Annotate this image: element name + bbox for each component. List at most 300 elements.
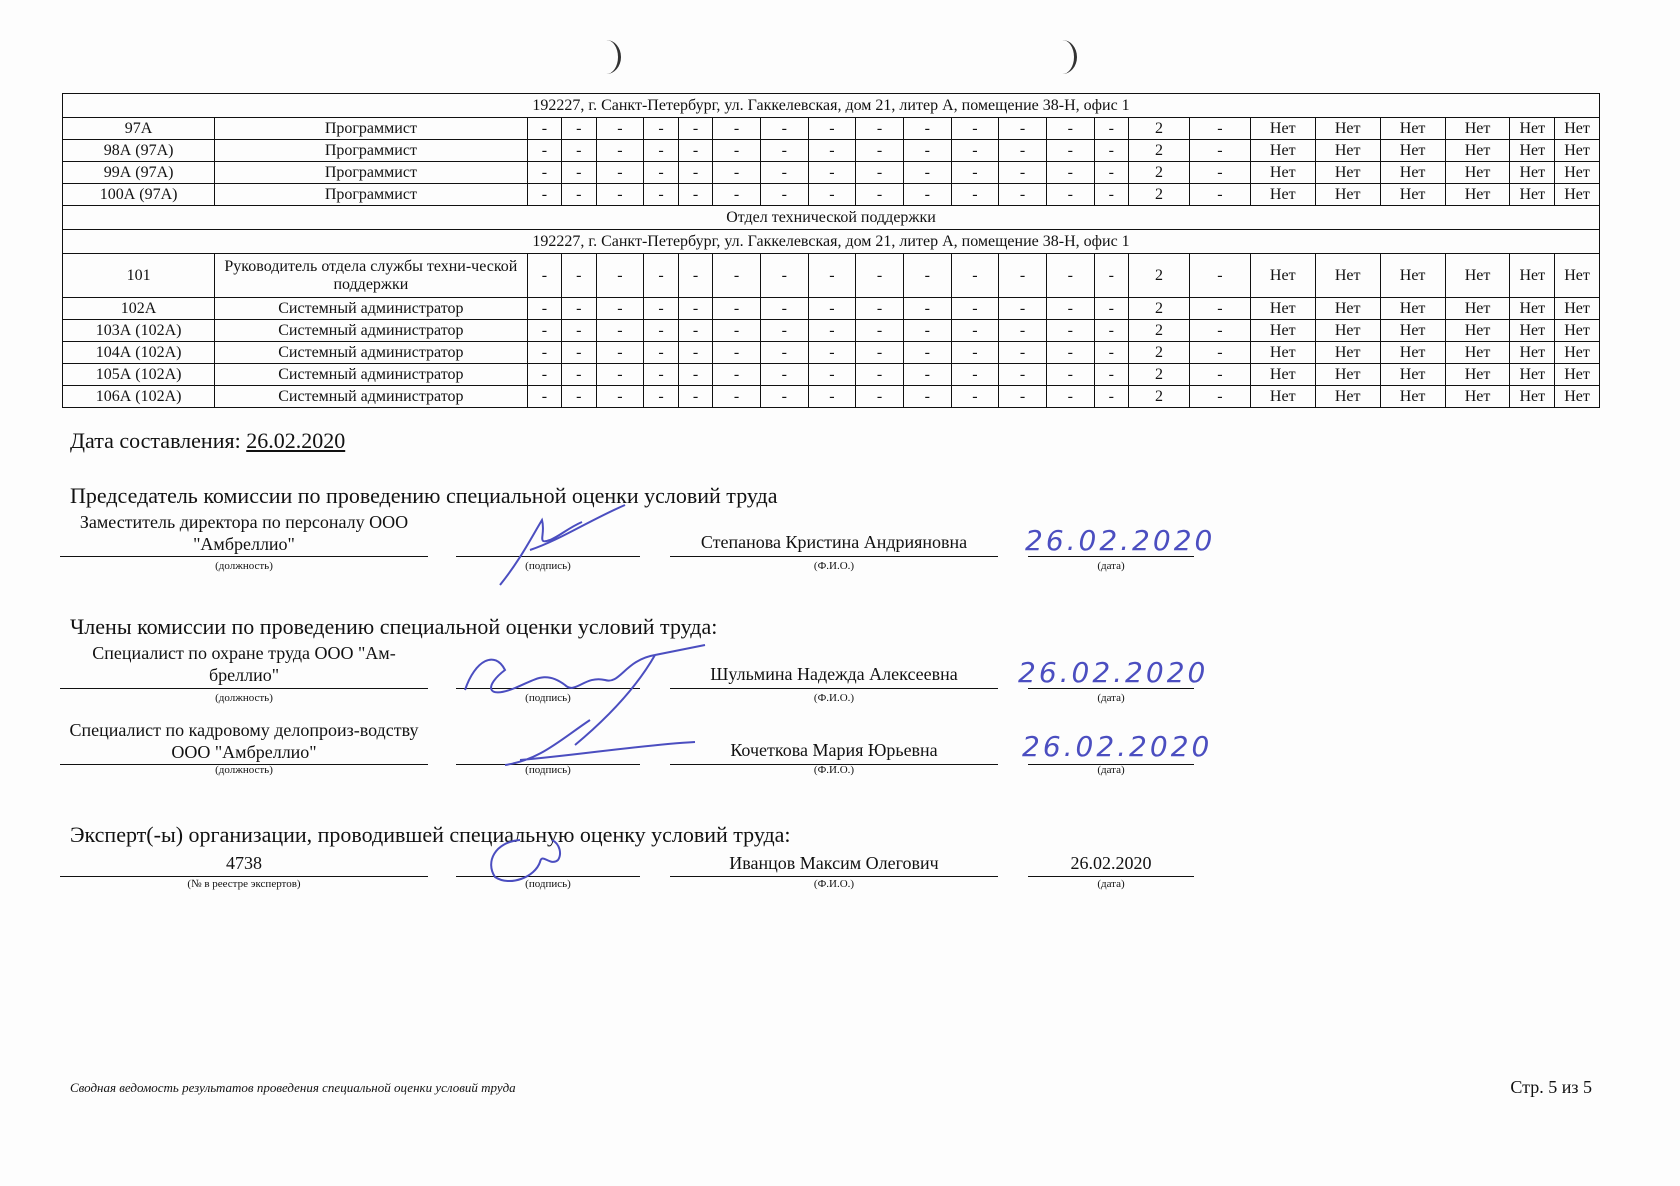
table-cell: - <box>903 320 951 342</box>
table-cell: - <box>596 342 644 364</box>
table-cell: - <box>856 320 904 342</box>
table-cell: - <box>760 364 808 386</box>
table-cell: - <box>644 386 678 408</box>
table-cell: - <box>527 118 561 140</box>
fio-caption: (Ф.И.О.) <box>813 764 855 776</box>
table-cell: - <box>808 184 856 206</box>
table-cell: Нет <box>1555 386 1600 408</box>
table-cell: - <box>562 118 596 140</box>
table-cell: - <box>713 184 761 206</box>
table-cell: Нет <box>1555 320 1600 342</box>
table-cell: Нет <box>1510 320 1555 342</box>
table-cell: - <box>713 386 761 408</box>
fio-caption: (Ф.И.О.) <box>813 878 855 890</box>
table-cell: Нет <box>1555 140 1600 162</box>
signature-caption: (подпись) <box>525 764 571 776</box>
table-cell: - <box>951 342 999 364</box>
table-cell: Нет <box>1380 320 1445 342</box>
table-cell: - <box>903 162 951 184</box>
table-cell: - <box>1094 118 1128 140</box>
table-cell: - <box>808 342 856 364</box>
table-cell: - <box>678 162 712 184</box>
table-cell: - <box>1189 118 1250 140</box>
member-1-name: Шульмина Надежда Алексеевна <box>710 664 958 684</box>
table-cell: - <box>856 254 904 298</box>
table-cell: 2 <box>1129 364 1190 386</box>
table-cell: Нет <box>1315 364 1380 386</box>
signature-caption: (подпись) <box>525 692 571 704</box>
signature-caption: (подпись) <box>525 560 571 572</box>
table-cell: - <box>760 386 808 408</box>
table-cell: - <box>999 140 1047 162</box>
table-cell: Нет <box>1250 118 1315 140</box>
table-cell: - <box>951 386 999 408</box>
table-cell: - <box>760 118 808 140</box>
chairman-heading: Председатель комиссии по проведению специальной оценки условий труда <box>70 483 778 508</box>
table-cell: - <box>903 364 951 386</box>
table-cell: - <box>903 254 951 298</box>
table-cell: Нет <box>1380 162 1445 184</box>
table-cell: Нет <box>1380 254 1445 298</box>
compiled-date-label: Дата составления: <box>70 428 241 453</box>
chairman-signature <box>490 500 640 590</box>
table-cell: Нет <box>1380 342 1445 364</box>
table-cell: - <box>999 386 1047 408</box>
table-cell: - <box>1046 298 1094 320</box>
job-title: Программист <box>215 162 527 184</box>
fio-line <box>670 688 998 689</box>
table-cell: - <box>1094 342 1128 364</box>
table-cell: - <box>562 298 596 320</box>
expert-heading: Эксперт(-ы) организации, проводившей специальную оценку условий труда: <box>70 822 791 847</box>
table-cell: - <box>808 254 856 298</box>
table-cell: - <box>562 386 596 408</box>
table-cell: Нет <box>1555 162 1600 184</box>
table-cell: - <box>1094 162 1128 184</box>
table-cell: 2 <box>1129 386 1190 408</box>
table-cell: - <box>903 342 951 364</box>
address-row: 192227, г. Санкт-Петербург, ул. Гаккелевская, дом 21, литер А, помещение 38-Н, офис 1 <box>63 230 1600 254</box>
table-cell: Нет <box>1250 162 1315 184</box>
table-cell: - <box>1046 140 1094 162</box>
department-row: Отдел технической поддержки <box>63 206 1600 230</box>
table-cell: Нет <box>1510 386 1555 408</box>
job-title: Программист <box>215 140 527 162</box>
table-cell: - <box>713 298 761 320</box>
table-cell: - <box>596 254 644 298</box>
binder-hole-mark <box>592 40 621 74</box>
table-row <box>63 364 1600 386</box>
date-line <box>1028 688 1194 689</box>
table-cell: - <box>1046 386 1094 408</box>
fio-caption: (Ф.И.О.) <box>813 692 855 704</box>
table-cell: Нет <box>1445 162 1510 184</box>
workplace-number: 102А <box>63 298 215 320</box>
table-cell: - <box>1094 184 1128 206</box>
table-cell: - <box>760 254 808 298</box>
table-cell: - <box>596 386 644 408</box>
table-cell: Нет <box>1380 118 1445 140</box>
compiled-date <box>70 428 345 454</box>
table-cell: - <box>808 298 856 320</box>
member-1-position: Специалист по охране труда ООО "Ам-бреллио" <box>92 643 396 685</box>
table-cell: - <box>678 342 712 364</box>
table-cell: - <box>644 320 678 342</box>
table-cell: - <box>562 184 596 206</box>
table-cell: - <box>951 140 999 162</box>
table-cell: - <box>760 320 808 342</box>
table-cell: Нет <box>1445 320 1510 342</box>
table-cell: Нет <box>1445 364 1510 386</box>
table-cell: - <box>1189 342 1250 364</box>
table-cell: Нет <box>1250 140 1315 162</box>
table-cell: - <box>527 320 561 342</box>
table-cell: - <box>999 342 1047 364</box>
table-cell: Нет <box>1315 320 1380 342</box>
table-cell: - <box>1094 140 1128 162</box>
table-cell: - <box>951 184 999 206</box>
table-cell: - <box>527 298 561 320</box>
table-cell: - <box>644 140 678 162</box>
table-cell: Нет <box>1250 254 1315 298</box>
table-cell: 2 <box>1129 162 1190 184</box>
table-cell: - <box>596 184 644 206</box>
workplace-number: 99А (97А) <box>63 162 215 184</box>
members-heading: Члены комиссии по проведению специальной оценки условий труда: <box>70 614 718 639</box>
table-row <box>63 254 1600 298</box>
table-cell: - <box>1189 298 1250 320</box>
member-1-handwritten-date: 26.02.2020 <box>1018 656 1209 689</box>
table-cell: Нет <box>1555 342 1600 364</box>
table-cell: Нет <box>1380 364 1445 386</box>
table-cell: Нет <box>1510 140 1555 162</box>
table-cell: Нет <box>1380 386 1445 408</box>
member-2-position: Специалист по кадровому делопроиз-водству ООО "Амбреллио" <box>69 720 419 762</box>
table-cell: - <box>596 364 644 386</box>
table-cell: Нет <box>1510 162 1555 184</box>
date-line <box>1028 556 1194 557</box>
workplace-number: 98А (97А) <box>63 140 215 162</box>
workplace-number: 100А (97А) <box>63 184 215 206</box>
table-cell: Нет <box>1380 298 1445 320</box>
table-cell: Нет <box>1315 298 1380 320</box>
table-cell: - <box>760 298 808 320</box>
table-cell: - <box>562 140 596 162</box>
date-caption: (дата) <box>1097 692 1125 704</box>
table-cell: - <box>713 162 761 184</box>
table-cell: - <box>856 140 904 162</box>
registry-line <box>60 876 428 877</box>
table-cell: - <box>951 298 999 320</box>
table-cell: - <box>808 386 856 408</box>
table-cell: 2 <box>1129 342 1190 364</box>
job-title: Системный администратор <box>215 386 527 408</box>
table-cell: - <box>1046 320 1094 342</box>
table-cell: - <box>760 140 808 162</box>
table-cell: - <box>678 386 712 408</box>
table-cell: Нет <box>1555 298 1600 320</box>
table-cell: Нет <box>1380 184 1445 206</box>
table-row <box>63 386 1600 408</box>
table-cell: - <box>644 254 678 298</box>
table-cell: - <box>808 320 856 342</box>
table-cell: - <box>713 254 761 298</box>
date-caption: (дата) <box>1097 878 1125 890</box>
table-cell: - <box>1046 118 1094 140</box>
job-title: Системный администратор <box>215 364 527 386</box>
expert-date: 26.02.2020 <box>1070 853 1152 873</box>
table-cell: - <box>999 118 1047 140</box>
table-cell: Нет <box>1510 254 1555 298</box>
compiled-date-value: 26.02.2020 <box>246 428 346 453</box>
table-cell: - <box>713 342 761 364</box>
table-cell: - <box>903 298 951 320</box>
table-row <box>63 184 1600 206</box>
table-cell: - <box>1046 162 1094 184</box>
table-cell: - <box>562 342 596 364</box>
table-cell: Нет <box>1445 254 1510 298</box>
table-cell: - <box>527 162 561 184</box>
table-cell: Нет <box>1380 140 1445 162</box>
chairman-position: Заместитель директора по персоналу ООО "Амбреллио" <box>79 512 409 554</box>
table-cell: - <box>856 364 904 386</box>
expert-signature <box>480 832 580 888</box>
table-cell: 2 <box>1129 254 1190 298</box>
table-cell: - <box>562 254 596 298</box>
table-cell: Нет <box>1445 184 1510 206</box>
table-cell: - <box>644 118 678 140</box>
table-cell: - <box>1189 364 1250 386</box>
table-cell: - <box>999 298 1047 320</box>
page-number: Стр. 5 из 5 <box>1510 1077 1592 1097</box>
table-cell: - <box>903 386 951 408</box>
member-2-name: Кочеткова Мария Юрьевна <box>730 740 938 760</box>
table-cell: Нет <box>1555 364 1600 386</box>
table-cell: Нет <box>1315 140 1380 162</box>
table-cell: - <box>951 162 999 184</box>
job-title: Системный администратор <box>215 298 527 320</box>
table-cell: - <box>999 320 1047 342</box>
table-cell: - <box>808 162 856 184</box>
table-cell: 2 <box>1129 184 1190 206</box>
table-cell: 2 <box>1129 320 1190 342</box>
table-cell: - <box>678 184 712 206</box>
registry-caption: (№ в реестре экспертов) <box>187 878 301 890</box>
table-cell: Нет <box>1555 254 1600 298</box>
table-cell: - <box>527 140 561 162</box>
table-cell: - <box>903 140 951 162</box>
table-cell: - <box>856 298 904 320</box>
table-cell: - <box>678 118 712 140</box>
table-cell: Нет <box>1445 298 1510 320</box>
table-cell: - <box>951 118 999 140</box>
table-cell: - <box>527 184 561 206</box>
table-cell: - <box>1094 386 1128 408</box>
workplace-number: 105А (102А) <box>63 364 215 386</box>
table-cell: - <box>760 342 808 364</box>
table-cell: - <box>1189 386 1250 408</box>
table-cell: - <box>596 320 644 342</box>
table-cell: - <box>856 118 904 140</box>
fio-line <box>670 876 998 877</box>
job-title: Программист <box>215 118 527 140</box>
table-cell: Нет <box>1315 254 1380 298</box>
table-cell: - <box>1189 254 1250 298</box>
job-title: Руководитель отдела службы техни-ческой поддержки <box>215 254 527 298</box>
table-cell: - <box>713 140 761 162</box>
table-row <box>63 140 1600 162</box>
table-cell: Нет <box>1510 184 1555 206</box>
workplace-number: 103А (102А) <box>63 320 215 342</box>
table-cell: - <box>713 320 761 342</box>
workplace-number: 101 <box>63 254 215 298</box>
table-cell: - <box>951 320 999 342</box>
table-cell: - <box>527 254 561 298</box>
workplace-number: 104А (102А) <box>63 342 215 364</box>
position-line <box>60 688 428 689</box>
sout-results-table <box>62 93 1600 408</box>
table-cell: - <box>856 342 904 364</box>
table-cell: - <box>596 140 644 162</box>
table-cell: - <box>999 254 1047 298</box>
table-cell: - <box>856 386 904 408</box>
table-cell: - <box>562 320 596 342</box>
chairman-handwritten-date: 26.02.2020 <box>1025 524 1216 557</box>
table-cell: Нет <box>1250 364 1315 386</box>
table-cell: - <box>527 364 561 386</box>
position-caption: (должность) <box>215 764 273 776</box>
table-cell: Нет <box>1315 342 1380 364</box>
binder-hole-mark <box>1048 40 1077 74</box>
table-cell: - <box>1189 140 1250 162</box>
table-cell: Нет <box>1315 184 1380 206</box>
table-cell: Нет <box>1250 298 1315 320</box>
table-cell: - <box>678 320 712 342</box>
table-cell: - <box>856 184 904 206</box>
address-row: 192227, г. Санкт-Петербург, ул. Гаккелевская, дом 21, литер А, помещение 38-Н, офис 1 <box>63 94 1600 118</box>
table-cell: Нет <box>1250 184 1315 206</box>
table-cell: - <box>951 254 999 298</box>
table-cell: 2 <box>1129 298 1190 320</box>
fio-caption: (Ф.И.О.) <box>813 560 855 572</box>
workplace-number: 97А <box>63 118 215 140</box>
table-cell: - <box>1094 320 1128 342</box>
table-cell: - <box>999 364 1047 386</box>
position-caption: (должность) <box>215 560 273 572</box>
table-cell: - <box>527 342 561 364</box>
table-cell: Нет <box>1510 342 1555 364</box>
table-cell: - <box>1189 184 1250 206</box>
table-cell: - <box>644 184 678 206</box>
position-caption: (должность) <box>215 692 273 704</box>
table-row <box>63 162 1600 184</box>
table-cell: - <box>713 118 761 140</box>
table-cell: - <box>713 364 761 386</box>
table-cell: Нет <box>1555 184 1600 206</box>
signature-caption: (подпись) <box>525 878 571 890</box>
chairman-name: Степанова Кристина Андрияновна <box>700 532 968 552</box>
table-cell: Нет <box>1445 118 1510 140</box>
table-cell: - <box>760 184 808 206</box>
table-cell: - <box>678 254 712 298</box>
table-cell: - <box>596 162 644 184</box>
table-cell: - <box>999 184 1047 206</box>
table-cell: Нет <box>1315 386 1380 408</box>
table-cell: Нет <box>1510 298 1555 320</box>
table-cell: - <box>596 118 644 140</box>
table-row <box>63 118 1600 140</box>
expert-name: Иванцов Максим Олегович <box>729 853 939 873</box>
date-caption: (дата) <box>1097 764 1125 776</box>
table-cell: - <box>999 162 1047 184</box>
table-cell: - <box>951 364 999 386</box>
date-line <box>1028 876 1194 877</box>
table-cell: Нет <box>1315 118 1380 140</box>
member-2-handwritten-date: 26.02.2020 <box>1022 730 1213 763</box>
table-cell: - <box>1094 254 1128 298</box>
table-cell: Нет <box>1510 364 1555 386</box>
table-cell: Нет <box>1555 118 1600 140</box>
table-cell: - <box>1046 184 1094 206</box>
table-cell: - <box>1094 364 1128 386</box>
workplace-number: 106А (102А) <box>63 386 215 408</box>
date-caption: (дата) <box>1097 560 1125 572</box>
table-cell: 2 <box>1129 140 1190 162</box>
table-cell: - <box>527 386 561 408</box>
table-cell: - <box>644 364 678 386</box>
table-cell: - <box>678 140 712 162</box>
table-cell: - <box>856 162 904 184</box>
table-cell: - <box>1189 162 1250 184</box>
table-cell: - <box>1189 320 1250 342</box>
table-cell: - <box>808 118 856 140</box>
table-cell: - <box>760 162 808 184</box>
table-cell: - <box>1046 364 1094 386</box>
job-title: Программист <box>215 184 527 206</box>
table-cell: - <box>678 364 712 386</box>
table-cell: 2 <box>1129 118 1190 140</box>
table-cell: - <box>678 298 712 320</box>
table-cell: - <box>644 342 678 364</box>
table-cell: Нет <box>1510 118 1555 140</box>
table-cell: - <box>1046 342 1094 364</box>
table-cell: Нет <box>1445 342 1510 364</box>
table-cell: Нет <box>1315 162 1380 184</box>
fio-line <box>670 556 998 557</box>
table-row <box>63 298 1600 320</box>
table-cell: Нет <box>1250 342 1315 364</box>
table-cell: - <box>1046 254 1094 298</box>
table-row <box>63 342 1600 364</box>
table-cell: - <box>644 162 678 184</box>
table-cell: - <box>562 364 596 386</box>
expert-registry-number: 4738 <box>226 853 262 873</box>
job-title: Системный администратор <box>215 320 527 342</box>
job-title: Системный администратор <box>215 342 527 364</box>
table-cell: - <box>903 184 951 206</box>
footer-document-title: Сводная ведомость результатов проведения специальной оценки условий труда <box>70 1080 516 1095</box>
position-line <box>60 556 428 557</box>
table-cell: Нет <box>1445 386 1510 408</box>
table-row <box>63 320 1600 342</box>
table-cell: Нет <box>1445 140 1510 162</box>
table-cell: - <box>562 162 596 184</box>
table-cell: - <box>596 298 644 320</box>
table-cell: - <box>903 118 951 140</box>
table-cell: - <box>808 364 856 386</box>
table-cell: Нет <box>1250 386 1315 408</box>
table-cell: - <box>808 140 856 162</box>
